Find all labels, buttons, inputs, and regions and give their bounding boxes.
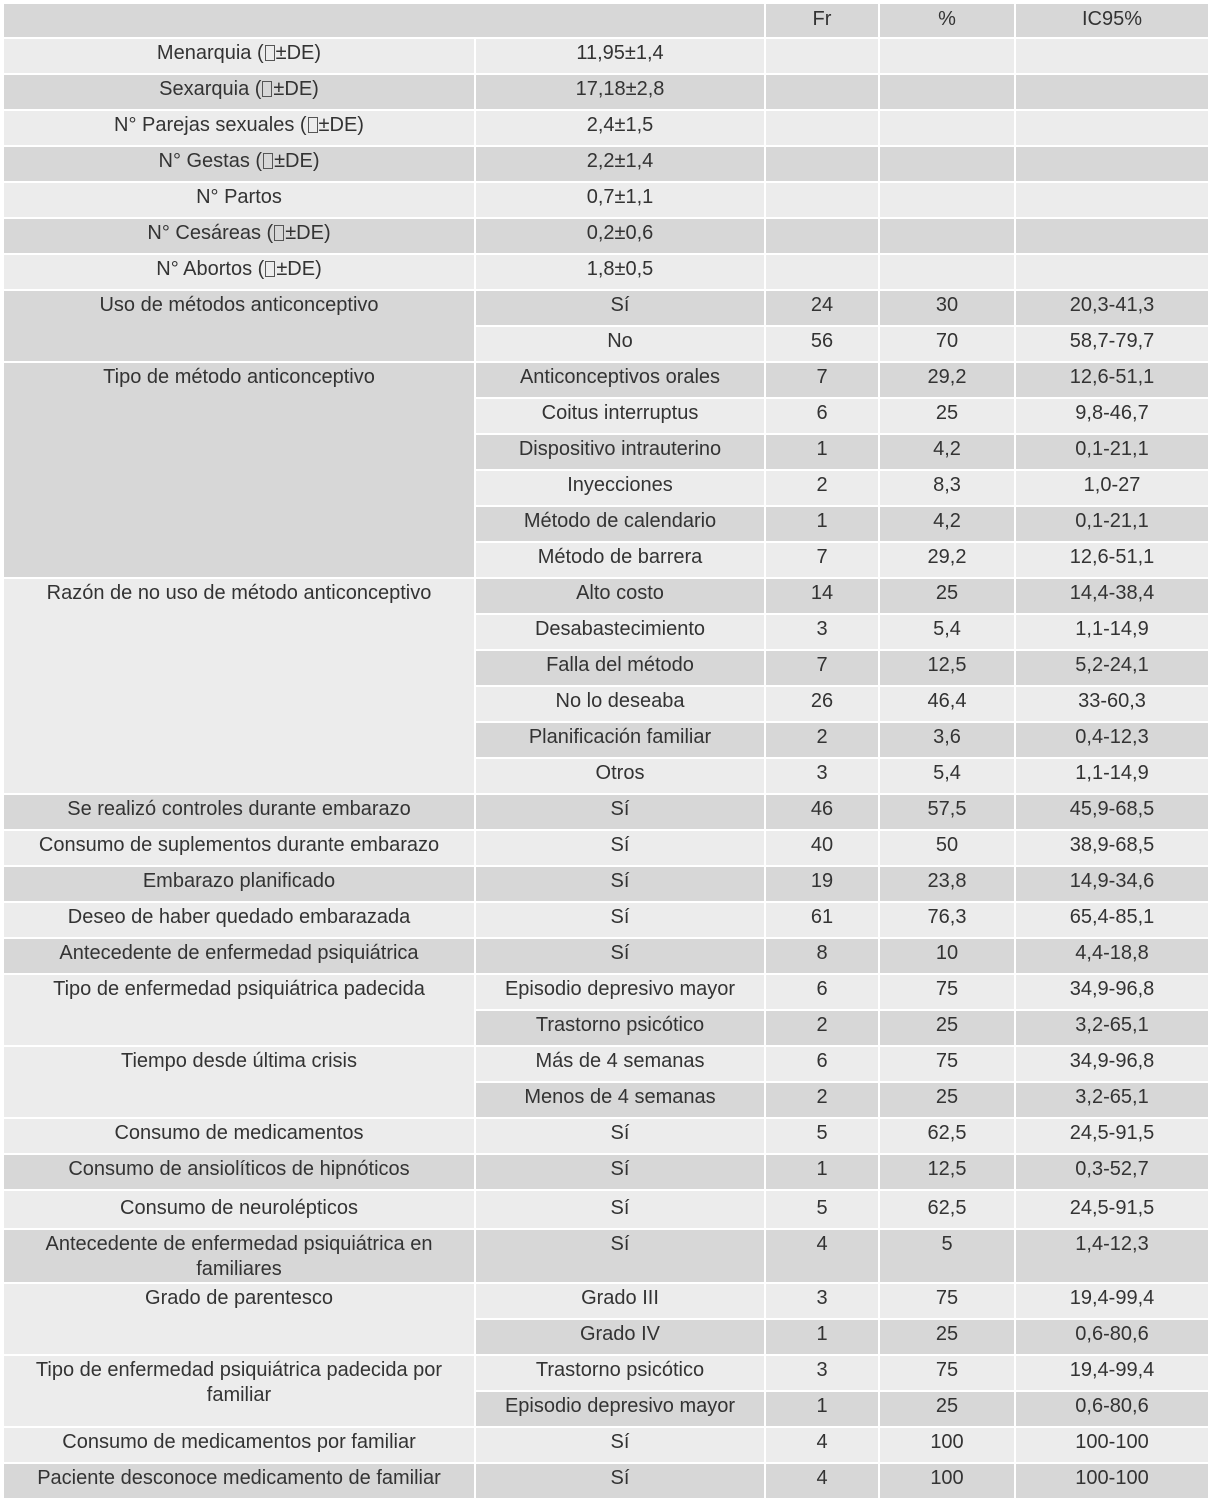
table-row: Dispositivo intrauterino 1 4,2 0,1-21,1 bbox=[4, 435, 1208, 469]
row-label: Menarquia ( ±DE) bbox=[4, 39, 474, 73]
table-row: No 56 70 58,7-79,7 bbox=[4, 327, 1208, 361]
row-value: 0,2±0,6 bbox=[476, 219, 764, 253]
group-label: Tipo de método anticonceptivo bbox=[4, 363, 474, 577]
row-label: Deseo de haber quedado embarazada bbox=[4, 903, 474, 937]
data-table bbox=[2, 2, 1210, 1500]
row-value: 17,18±2,8 bbox=[476, 75, 764, 109]
table-row: Antecedente de enfermedad psiquiátrica en familiares Sí 4 5 1,4-12,3 bbox=[4, 1230, 1208, 1282]
table-row: Grado IV 1 25 0,6-80,6 bbox=[4, 1320, 1208, 1354]
table-row: Planificación familiar 2 3,6 0,4-12,3 bbox=[4, 723, 1208, 757]
table-row: Uso de métodos anticonceptivo Sí 24 30 20,3-41,3 bbox=[4, 291, 1208, 325]
row-label: N° Parejas sexuales ( ±DE) bbox=[4, 111, 474, 145]
table-row: Inyecciones 2 8,3 1,0-27 bbox=[4, 471, 1208, 505]
table-row bbox=[4, 111, 1208, 145]
table-row bbox=[4, 147, 1208, 181]
row-label: Consumo de suplementos durante embarazo bbox=[4, 831, 474, 865]
row-label: N° Cesáreas ( ±DE) bbox=[4, 219, 474, 253]
row-label: N° Gestas ( ±DE) bbox=[4, 147, 474, 181]
table-row: Consumo de medicamentos Sí 5 62,5 24,5-91,5 bbox=[4, 1119, 1208, 1153]
table-row: Consumo de ansiolíticos de hipnóticos Sí 1 12,5 0,3-52,7 bbox=[4, 1155, 1208, 1189]
group-label: Tiempo desde última crisis bbox=[4, 1047, 474, 1117]
row-label: Consumo de medicamentos bbox=[4, 1119, 474, 1153]
row-label: Sexarquia ( ±DE) bbox=[4, 75, 474, 109]
table-row: Embarazo planificado Sí 19 23,8 14,9-34,6 bbox=[4, 867, 1208, 901]
data-table-wrapper bbox=[4, 4, 1208, 1498]
table-row: Menos de 4 semanas 2 25 3,2-65,1 bbox=[4, 1083, 1208, 1117]
group-label: Razón de no uso de método anticonceptivo bbox=[4, 579, 474, 793]
table-row: Otros 3 5,4 1,1-14,9 bbox=[4, 759, 1208, 793]
table-row: Episodio depresivo mayor 1 25 0,6-80,6 bbox=[4, 1392, 1208, 1426]
row-label: Antecedente de enfermedad psiquiátrica en familiares bbox=[4, 1230, 474, 1282]
mean-symbol-icon bbox=[265, 45, 275, 61]
row-label: Consumo de neurolépticos bbox=[4, 1191, 474, 1228]
row-label: N° Abortos ( ±DE) bbox=[4, 255, 474, 289]
table-row bbox=[4, 75, 1208, 109]
table-row: Paciente desconoce medicamento de familiar Sí 4 100 100-100 bbox=[4, 1464, 1208, 1498]
table-row: Consumo de medicamentos por familiar Sí 4 100 100-100 bbox=[4, 1428, 1208, 1462]
row-label: Antecedente de enfermedad psiquiátrica bbox=[4, 939, 474, 973]
group-label: Tipo de enfermedad psiquiátrica padecida bbox=[4, 975, 474, 1045]
table-row: Trastorno psicótico 2 25 3,2-65,1 bbox=[4, 1011, 1208, 1045]
table-row: Antecedente de enfermedad psiquiátrica Sí 8 10 4,4-18,8 bbox=[4, 939, 1208, 973]
table-row: Falla del método 7 12,5 5,2-24,1 bbox=[4, 651, 1208, 685]
row-value: 2,2±1,4 bbox=[476, 147, 764, 181]
table-row: Tiempo desde última crisis Más de 4 semanas 6 75 34,9-96,8 bbox=[4, 1047, 1208, 1081]
row-value: 2,4±1,5 bbox=[476, 111, 764, 145]
table-row: Razón de no uso de método anticonceptivo Alto costo 14 25 14,4-38,4 bbox=[4, 579, 1208, 613]
mean-symbol-icon bbox=[262, 81, 272, 97]
row-label: Se realizó controles durante embarazo bbox=[4, 795, 474, 829]
table-row: Tipo de método anticonceptivo Anticonceptivos orales 7 29,2 12,6-51,1 bbox=[4, 363, 1208, 397]
table-row: Desabastecimiento 3 5,4 1,1-14,9 bbox=[4, 615, 1208, 649]
table-row: Consumo de neurolépticos Sí 5 62,5 24,5-91,5 bbox=[4, 1191, 1208, 1228]
table-row: No lo deseaba 26 46,4 33-60,3 bbox=[4, 687, 1208, 721]
header-row bbox=[4, 4, 1208, 37]
table-row bbox=[4, 183, 1208, 217]
table-row: Tipo de enfermedad psiquiátrica padecida por familiar Trastorno psicótico 3 75 19,4-99,4 bbox=[4, 1356, 1208, 1390]
row-value: 1,8±0,5 bbox=[476, 255, 764, 289]
table-row: Deseo de haber quedado embarazada Sí 61 76,3 65,4-85,1 bbox=[4, 903, 1208, 937]
mean-symbol-icon bbox=[263, 153, 273, 169]
group-label: Uso de métodos anticonceptivo bbox=[4, 291, 474, 361]
row-label: Embarazo planificado bbox=[4, 867, 474, 901]
header-pct: % bbox=[880, 4, 1014, 37]
row-label: Consumo de ansiolíticos de hipnóticos bbox=[4, 1155, 474, 1189]
table-row bbox=[4, 255, 1208, 289]
row-label: N° Partos bbox=[4, 183, 474, 217]
table-row: Grado de parentesco Grado III 3 75 19,4-99,4 bbox=[4, 1284, 1208, 1318]
mean-symbol-icon bbox=[265, 261, 275, 277]
table-row: Método de barrera 7 29,2 12,6-51,1 bbox=[4, 543, 1208, 577]
table-row: Tipo de enfermedad psiquiátrica padecida Episodio depresivo mayor 6 75 34,9-96,8 bbox=[4, 975, 1208, 1009]
group-label: Grado de parentesco bbox=[4, 1284, 474, 1354]
row-label: Paciente desconoce medicamento de familiar bbox=[4, 1464, 474, 1498]
header-empty bbox=[4, 4, 764, 37]
table-row: Método de calendario 1 4,2 0,1-21,1 bbox=[4, 507, 1208, 541]
table-row: Consumo de suplementos durante embarazo Sí 40 50 38,9-68,5 bbox=[4, 831, 1208, 865]
mean-symbol-icon bbox=[274, 225, 284, 241]
row-value: 0,7±1,1 bbox=[476, 183, 764, 217]
mean-symbol-icon bbox=[308, 117, 318, 133]
table-row: Coitus interruptus 6 25 9,8-46,7 bbox=[4, 399, 1208, 433]
header-ic: IC95% bbox=[1016, 4, 1208, 37]
row-label: Consumo de medicamentos por familiar bbox=[4, 1428, 474, 1462]
table-row: Se realizó controles durante embarazo Sí 46 57,5 45,9-68,5 bbox=[4, 795, 1208, 829]
header-fr: Fr bbox=[766, 4, 878, 37]
table-row bbox=[4, 39, 1208, 73]
table-row bbox=[4, 219, 1208, 253]
row-value: 11,95±1,4 bbox=[476, 39, 764, 73]
group-label: Tipo de enfermedad psiquiátrica padecida por familiar bbox=[4, 1356, 474, 1426]
